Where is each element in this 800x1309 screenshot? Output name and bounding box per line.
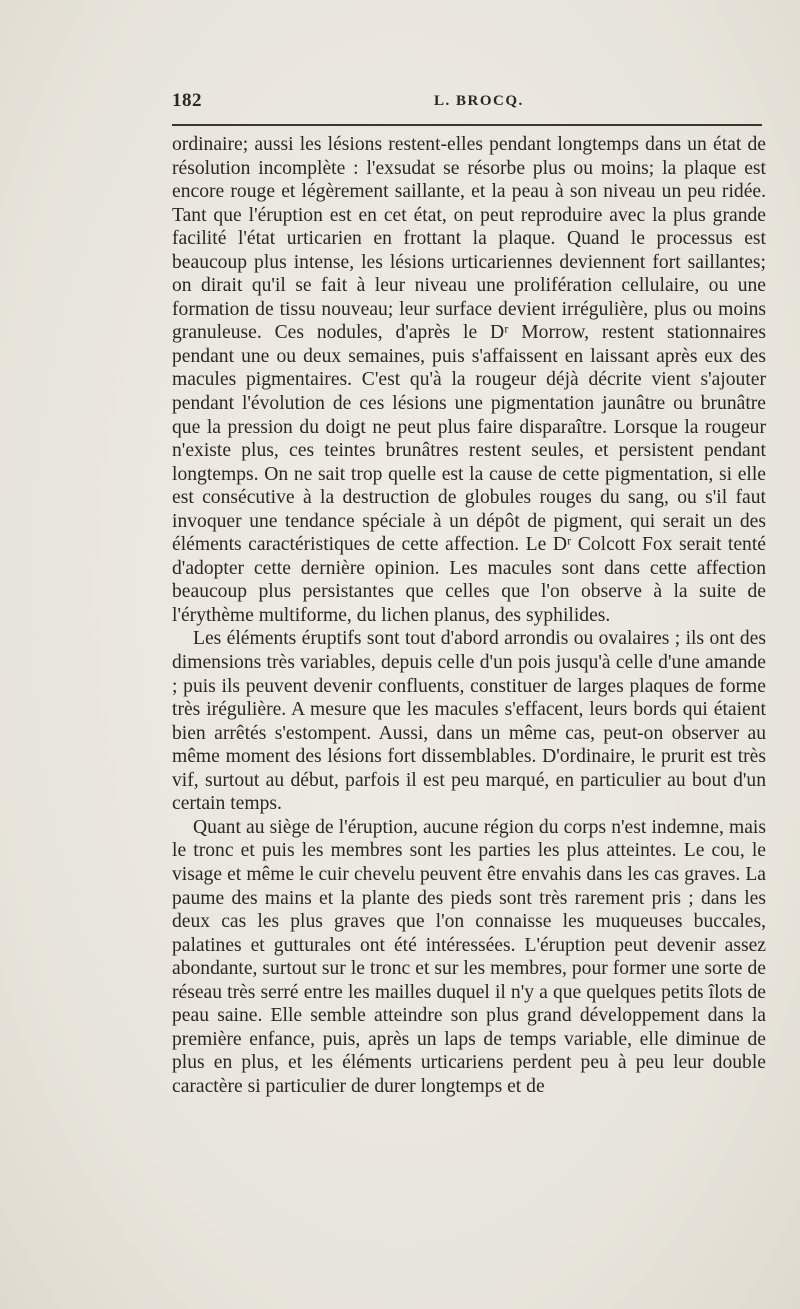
paragraph: Les éléments éruptifs sont tout d'abord arrondis ou ovalaires ; ils ont des dimensions très variables, depuis celle d'un pois jusqu'à celle d'une amande ; puis ils peuvent devenir confluents, constituer de larges plaques de forme très irégulière. A mesure que les macules s'effacent, leurs bords qui étaient bien arrêtés s'estompent. Aussi, dans un même cas, peut-on observer au même moment des lésions fort dissemblables. D'ordinaire, le prurit est très vif, surtout au début, parfois il est peu marqué, en particulier au bout d'un certain temps. (172, 628, 766, 815)
header-rule (172, 124, 762, 126)
body-text (172, 133, 766, 1098)
paragraph: Quant au siège de l'éruption, aucune région du corps n'est indemne, mais le tronc et puis les membres sont les parties les plus atteintes. Le cou, le visage et même le cuir chevelu peuvent être envahis dans les cas graves. La paume des mains et la plante des pieds sont très rarement pris ; dans les deux cas les plus graves que l'on connaisse les muqueuses buccales, palatines et gutturales ont été intéressées. L'éruption peut devenir assez abondante, surtout sur le tronc et sur les membres, pour former une sorte de réseau très serré entre les mailles duquel il n'y a que quelques petits îlots de peau saine. Elle semble atteindre son plus grand développement dans la première enfance, puis, après un laps de temps variable, elle diminue de plus en plus, et les éléments urticariens perdent peu à peu leur double caractère si particulier de durer longtemps et de (172, 816, 766, 1097)
page-number: 182 (172, 90, 202, 111)
paragraph: ordinaire; aussi les lésions restent-elles pendant longtemps dans un état de résolution incomplète : l'exsudat se résorbe plus ou moins; la plaque est encore rouge et légèrement saillante, et la peau à son niveau un peu ridée. Tant que l'éruption est en cet état, on peut reproduire avec la plus grande facilité l'état urticarien en frottant la plaque. Quand le processus est beaucoup plus intense, les lésions urticariennes deviennent fort saillantes; on dirait qu'il se fait à leur niveau une prolifération cellulaire, ou une formation de tissu nouveau; leur surface devient irrégulière, plus ou moins granuleuse. Ces nodules, d'après le Dʳ Morrow, restent stationnaires pendant une ou deux semaines, puis s'affaissent en laissant après eux des macules pigmentaires. C'est qu'à la rougeur déjà décrite vient s'ajouter pendant l'évolution de ces lésions une pigmentation jaunâtre ou brunâtre que la pression du doigt ne peut plus faire disparaître. Lorsque la rougeur n'existe plus, ces teintes brunâtres restent seules, et persistent pendant longtemps. On ne sait trop quelle est la cause de cette pigmentation, si elle est consécutive à la destruction de globules rouges du sang, ou s'il faut invoquer une tendance spéciale à un dépôt de pigment, qui serait un des éléments caractéristiques de cette affection. Le Dʳ Colcott Fox serait tenté d'adopter cette dernière opinion. Les macules sont dans cette affection beaucoup plus persistantes que celles que l'on observe à la suite de l'érythème multiforme, du lichen planus, des syphilides. (172, 134, 766, 626)
running-head: L. BROCQ. (434, 93, 524, 109)
page-header (172, 90, 764, 114)
